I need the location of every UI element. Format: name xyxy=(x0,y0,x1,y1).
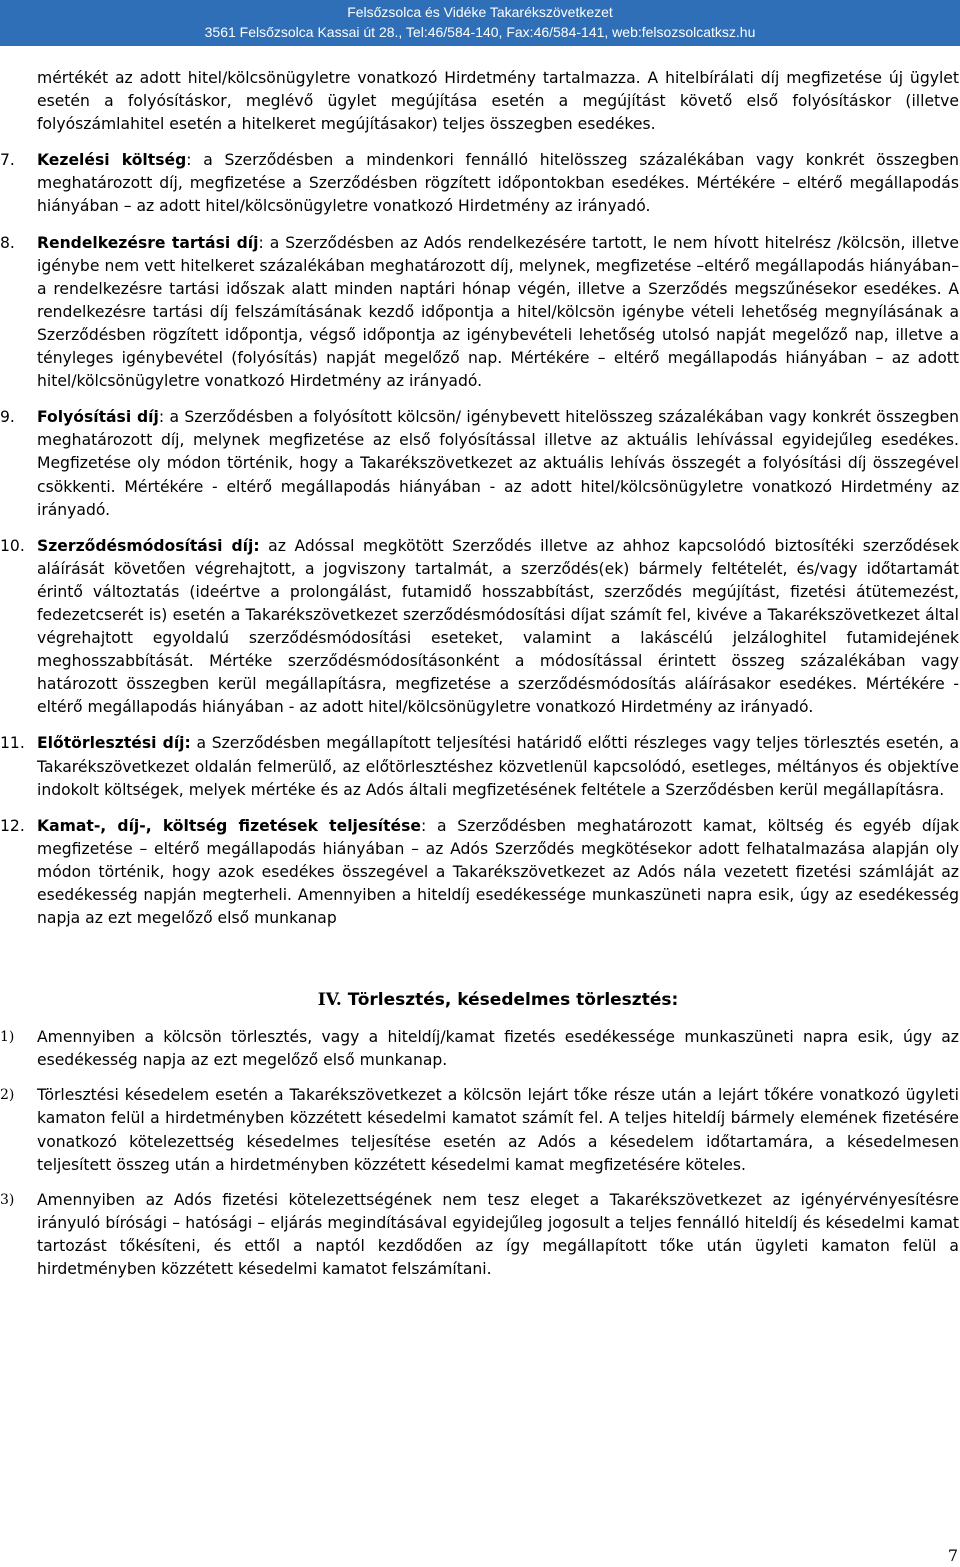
clause-text: : a Szerződésben a folyósított kölcsön/ igénybevett hitelösszeg százalékában vagy konkrét összegben meghatározott díj, melynek megfizetése az első folyósítással illetve az aktuális lehívással egyidejűleg esedékes. Megfizetése oly módon történik, hogy a Takarékszövetkezet az aktuális lehívás összegét a folyósítási díj összegével csökkenti. Mértékére - eltérő megállapodás hiányában - az adott hitel/kölcsönügyletre vonatkozó Hirdetmény az irányadó. xyxy=(37,408,960,519)
clause-title: Kamat-, díj-, költség fizetések teljesítése xyxy=(37,816,421,835)
clause-10 xyxy=(0,535,960,720)
clause-number: 12. xyxy=(0,816,25,835)
intro-paragraph: mértékét az adott hitel/kölcsönügyletre vonatkozó Hirdetmény tartalmazza. A hitelbírálati díj megfizetése új ügylet esetén a folyósításkor, meglévő ügylet megújítása esetén a megújítást követő első folyósításkor (illetve folyószámlahitel esetén a hitelkeret megújításakor) teljes összegben esedékes. xyxy=(37,69,959,134)
clause-number: 9. xyxy=(0,408,15,427)
clause-number: 10. xyxy=(0,536,25,555)
clause-title: Kezelési költség xyxy=(37,151,187,170)
paragraph-text: Amennyiben az Adós fizetési kötelezettségének nem tesz eleget a Takarékszövetkezet az igényérvényesítésre irányuló bírósági – hatósági – eljárás megindításával egyidejűleg jogosult a teljes fennálló hiteldíj és késedelmi kamat tartozást tőkésíteni, és ettől a naptól kezdődően az így megállapított tőke után ügyleti kamaton felül a hirdetményben közzétett késedelmi kamatot felszámítani. xyxy=(37,1190,959,1279)
paragraph-2 xyxy=(0,1084,959,1176)
clause-text: a Szerződésben megállapított teljesítési határidő előtti részleges vagy teljes törlesztés esetén, a Takarékszövetkezet oldalán felmerülő, az előtörlesztéshez közvetlenül kapcsolódó, esetleges, méltányos és objektíve indokolt költségek, melyek mértéke és az Adós általi megfizetésének feltétele a Szerződésben kerül megállapításra. xyxy=(37,734,959,799)
clause-number: 7. xyxy=(0,151,15,170)
paragraph-number: 1) xyxy=(0,1029,15,1046)
clause-11 xyxy=(0,732,959,801)
clause-title: Folyósítási díj xyxy=(37,408,159,427)
paragraph-1 xyxy=(0,1026,959,1072)
clause-text: : a Szerződésben az Adós rendelkezésére tartott, le nem hívott hitelrész /kölcsön, illetve igénybe nem vett hitelkeret százalékában meghatározott díj, melynek, megfizetése –eltérő megállapodás hiányában– a rendelkezésre tartási időszak alatt minden naptári hónap végén, illetve a Szerződés megszűnésekor esedékes. A rendelkezésre tartási díj felszámításának kezdő időpontja a hitel/kölcsön igénybe vételi lehetőség megnyílásának a Szerződésben rögzített időpontja, végső időpontja az igénybevételi lehetőség utolsó napját megelőző nap, illetve a tényleges igénybevétel (folyósítás) napját megelőző nap. Mértékére – eltérő megállapodás hiányában – az adott hitel/kölcsönügyletre vonatkozó Hirdetmény az irányadó. xyxy=(37,233,959,391)
clause-9 xyxy=(0,406,960,521)
paragraph-text: Amennyiben a kölcsön törlesztés, vagy a hiteldíj/kamat fizetés esedékessége munkaszüneti napra esik, úgy az esedékesség napja az ezt megelőző első munkanap. xyxy=(37,1028,959,1070)
page-header xyxy=(0,0,960,46)
paragraph-text: Törlesztési késedelem esetén a Takarékszövetkezet a kölcsön lejárt tőke része után a lejárt tőkére vonatkozó ügyleti kamaton felül a hirdetményben közzétett késedelmi kamatot számít fel. A teljes hiteldíj bármely elemének fizetésére vonatkozó kötelezettség késedelmes teljesítése esetén az Adós a késedelem időtartamára, a késedelmesen teljesített összeg után a hirdetményben közzétett késedelmi kamat megfizetésére köteles. xyxy=(37,1086,959,1174)
paragraph-number: 2) xyxy=(0,1087,15,1104)
page-number: 7 xyxy=(947,1546,958,1565)
clause-number: 11. xyxy=(0,734,25,753)
clause-title: Rendelkezésre tartási díj xyxy=(37,233,259,252)
paragraph-number: 3) xyxy=(0,1191,15,1208)
clause-8 xyxy=(0,232,959,394)
clause-text: : a Szerződésben meghatározott kamat, költség és egyéb díjak megfizetése – eltérő megállapodás hiányában – az Adós Szerződés megkötésekor adott felhatalmazása alapján oly módon történik, hogy azok esedékes összegével a Takarékszövetkezet az Adós nála vezetett fizetési számláját az esedékesség napján megterheli. Amennyiben a hiteldíj esedékessége munkaszüneti napra esik, úgy az esedékesség napja az ezt megelőző első munkanap xyxy=(37,816,959,928)
section-heading xyxy=(37,988,959,1012)
clause-title: Előtörlesztési díj: xyxy=(37,734,191,753)
paragraph-3 xyxy=(0,1189,959,1281)
clause-number: 8. xyxy=(0,233,15,252)
company-name: Felsőzsolca és Vidéke Takarékszövetkezet xyxy=(347,4,613,20)
clause-7 xyxy=(0,149,959,218)
clause-12 xyxy=(0,815,959,930)
section-title: Törlesztés, késedelmes törlesztés: xyxy=(347,990,679,1011)
clause-text: : a Szerződésben a mindenkori fennálló hitelösszeg százalékában vagy konkrét összegben meghatározott díj, megfizetése a Szerződésben rögzített időpontokban esedékes. Mértékére – eltérő megállapodás hiányában – az adott hitel/kölcsönügyletre vonatkozó Hirdetmény az irányadó. xyxy=(37,151,959,216)
document-body xyxy=(0,67,960,1281)
clause-text: az Adóssal megkötött Szerződés illetve az ahhoz kapcsolódó biztosítéki szerződések aláírását követően végrehajtott, a jogviszony tartalmát, a szerződés(ek) bármely feltételét, és/vagy időtartamát érintő változtatás (ideértve a prolongálást, futamidő hosszabbítást, szerződés megújítást, fizetési átütemezést, fedezetcserét is) esetén a Takarékszövetkezet szerződésmódosítási díjat számít fel, kivéve a Takarékszövetkezet által végrehajtott egyoldalú szerződésmódosítási eseteket, valamint a lakáscélú jelzáloghitel futamidejének meghosszabbítását. Mértéke szerződésmódosításonként a módosítással érintett összeg százalékában vagy határozott összegben kerül megállapításra, megfizetése a szerződésmódosítás aláírásakor esedékes. Mértékére - eltérő megállapodás hiányában - az adott hitel/kölcsönügyletre vonatkozó Hirdetmény az irányadó. xyxy=(37,536,960,717)
clause-title: Szerződésmódosítási díj: xyxy=(37,536,260,555)
company-contact: 3561 Felsőzsolca Kassai út 28., Tel:46/584-140, Fax:46/584-141, web:felsozsolcatksz.hu xyxy=(204,24,756,40)
section-number: IV. xyxy=(317,990,342,1011)
